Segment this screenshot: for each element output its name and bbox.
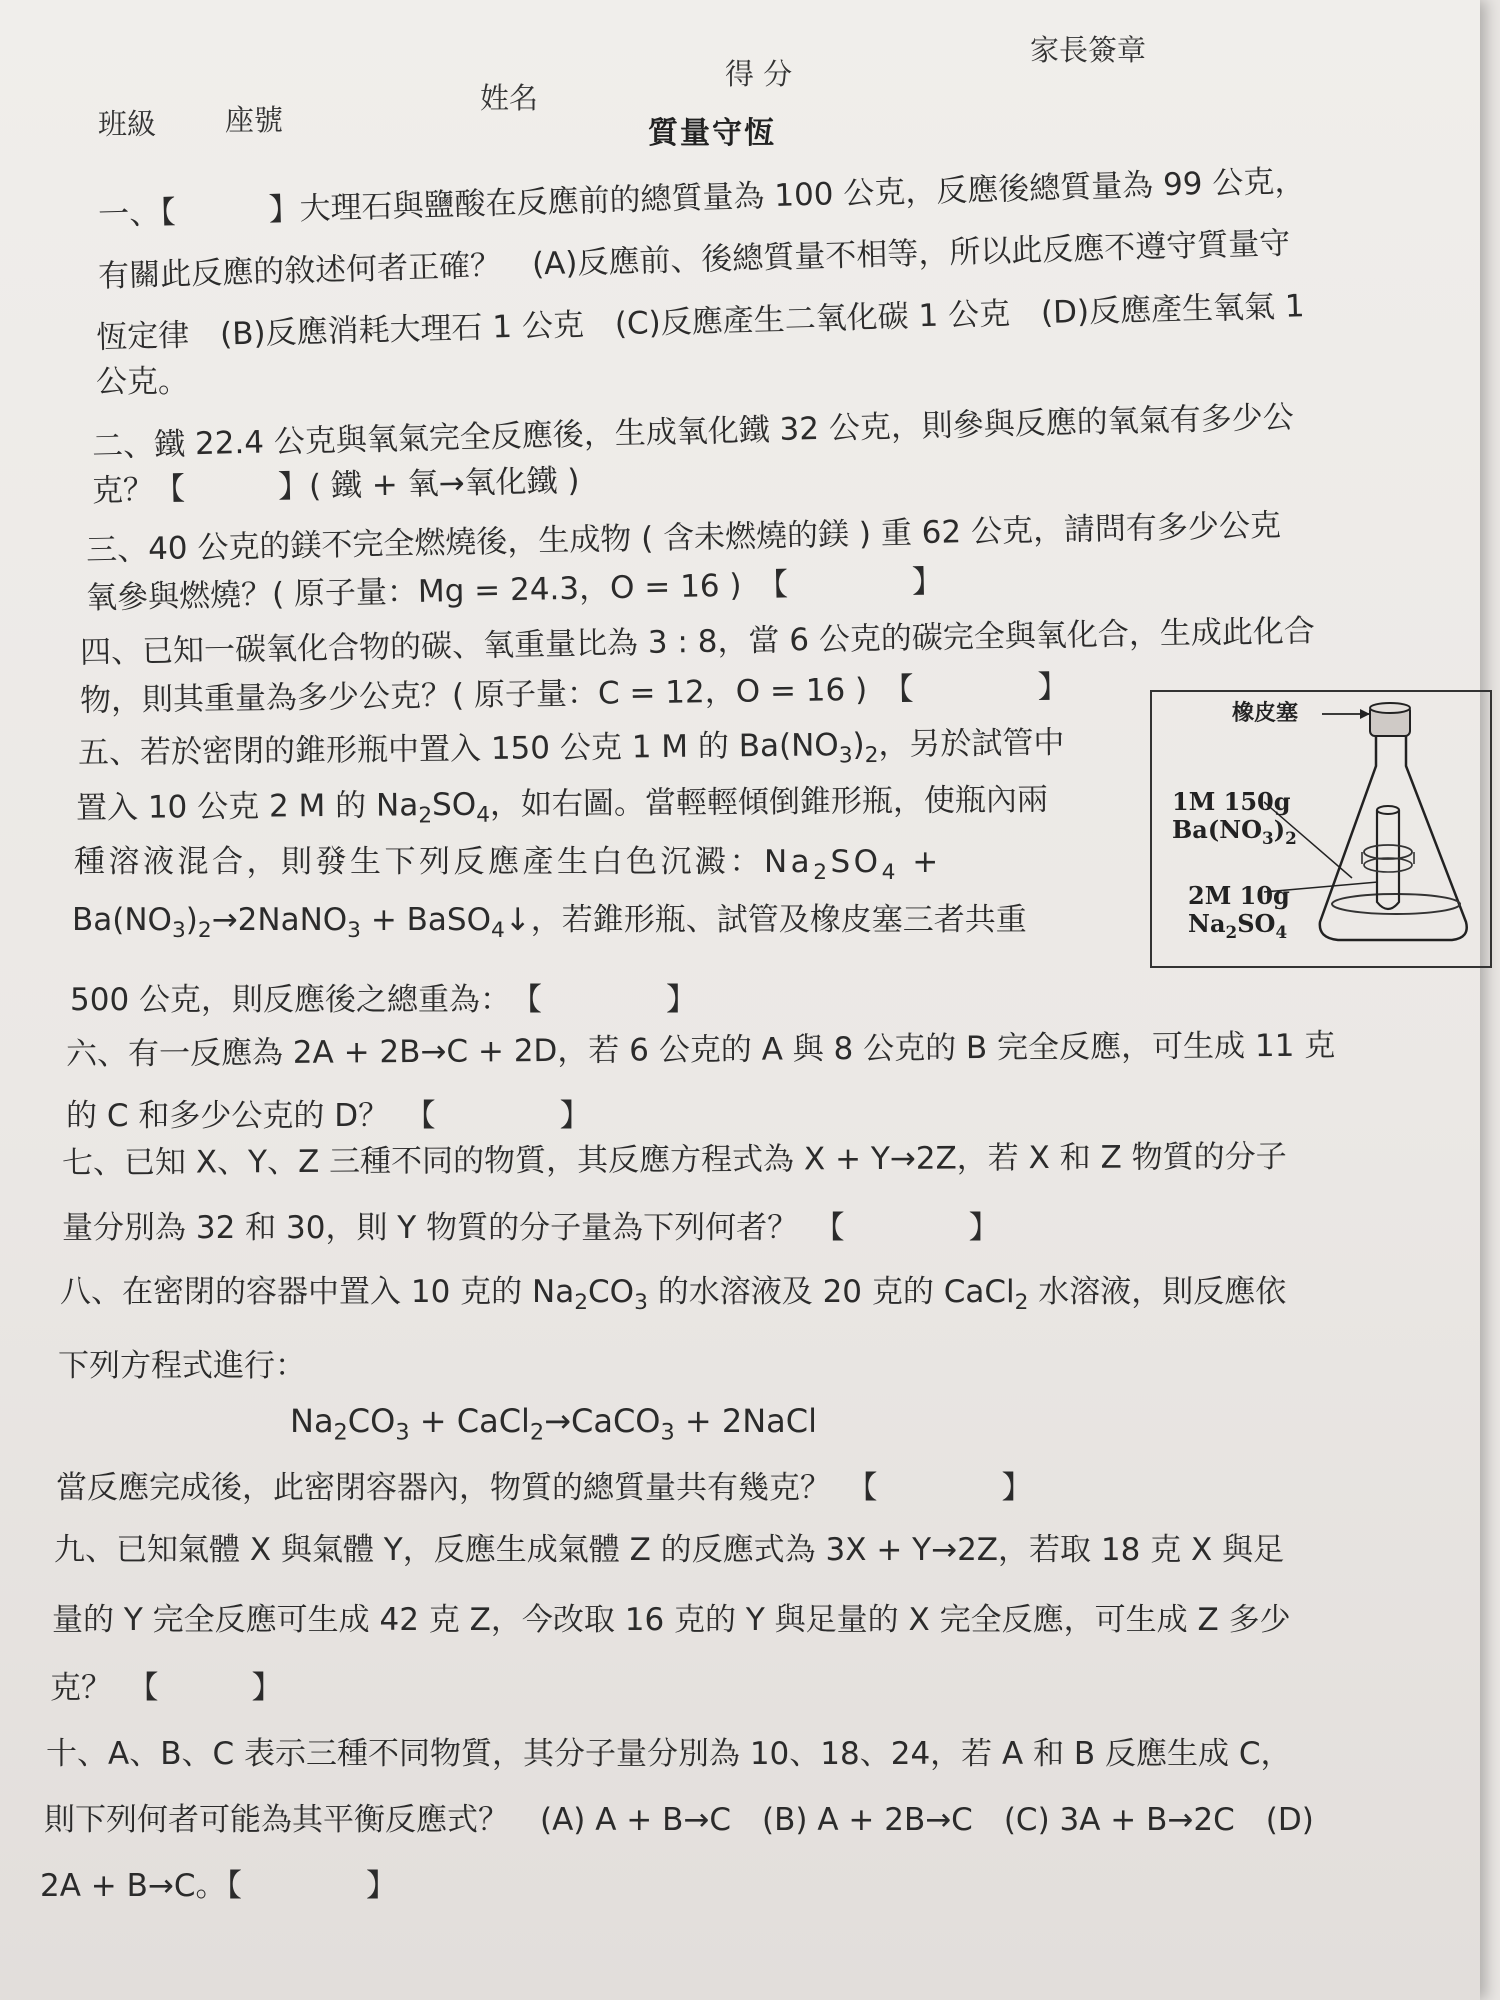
question-3-line-1: 三、40 公克的鎂不完全燃燒後，生成物 ( 含未燃燒的鎂 ) 重 62 公克，請問有多少公克 <box>85 507 1282 569</box>
stopper-label: 橡皮塞 <box>1232 701 1299 726</box>
question-8-line-2: 下列方程式進行： <box>58 1348 306 1384</box>
question-7-line-1: 七、已知 X、Y、Z 三種不同的物質，其反應方程式為 X + Y→2Z，若 X 和 Z 物質的分子 <box>61 1138 1287 1182</box>
question-1-line-1: 一、【 】大理石與鹽酸在反應前的總質量為 100 公克，反應後總質量為 99 公克， <box>97 163 1306 233</box>
question-5-line-1: 五、若於密閉的錐形瓶中置入 150 公克 1 M 的 $Ba(NO_3)_2$，另於試管中 <box>77 724 1065 772</box>
question-8-equation: $Na_2CO_3$ + CaCl$_2$→CaCO$_3$ + 2NaCl <box>290 1402 818 1446</box>
question-8-line-3: 當反應完成後，此密閉容器內，物質的總質量共有幾克？ 【 】 <box>56 1470 1033 1506</box>
tube-solution-label: 2M 10g $Na_2SO_4$ <box>1188 881 1290 942</box>
question-9-line-3: 克？ 【 】 <box>50 1670 283 1706</box>
question-6-line-1: 六、有一反應為 2A + 2B→C + 2D，若 6 公克的 A 與 8 公克的 B 完全反應，可生成 11 克 <box>65 1027 1336 1073</box>
question-4-line-1: 四、已知一碳氧化合物的碳、氧重量比為 3 : 8，當 6 公克的碳完全與氧化合，生成此化合 <box>79 613 1316 671</box>
flask-diagram <box>1150 690 1492 968</box>
class-label: 班級 <box>98 107 157 141</box>
score-label: 得 分 <box>725 57 793 91</box>
parent-signature-label: 家長簽章 <box>1030 33 1147 67</box>
question-5-line-2: 置入 10 公克 2 M 的 $Na_2SO_4$，如右圖。當輕輕傾倒錐形瓶，使瓶內兩 <box>75 781 1049 829</box>
question-5-line-4: $Ba(NO_3)_2\to 2NaNO_3$ + BaSO$_4$↓，若錐形瓶、試管及橡皮塞三者共重 <box>72 902 1027 944</box>
question-1-line-2: 有關此反應的敘述何者正確？ (A)反應前、後總質量不相等，所以此反應不遵守質量守 <box>97 225 1291 295</box>
question-9-line-2: 量的 Y 完全反應可生成 42 克 Z，今改取 16 克的 Y 與足量的 X 完全反應，可生成 Z 多少 <box>52 1602 1291 1638</box>
question-5-line-5: 500 公克，則反應後之總重為： 【 】 <box>70 982 698 1018</box>
question-6-line-2: 的 C 和多少公克的 D？ 【 】 <box>66 1098 591 1134</box>
question-5-line-3: 種溶液混合，則發生下列反應產生白色沉澱：$Na_2SO_4$ + <box>74 844 942 886</box>
question-3-line-2: 氧參與燃燒？( 原子量：Mg = 24.3，O = 16 ) 【 】 <box>85 563 944 617</box>
question-10-line-2: 則下列何者可能為其平衡反應式？ (A) A + B→C (B) A + 2B→C (C) 3A + B→2C (D) <box>44 1802 1314 1838</box>
flask-solution-label: 1M 150g $Ba(NO_3)_2$ <box>1172 787 1297 848</box>
question-10-line-1: 十、A、B、C 表示三種不同物質，其分子量分別為 10、18、24，若 A 和 B 反應生成 C， <box>46 1736 1292 1772</box>
question-10-line-3: 2A + B→C。【 】 <box>40 1868 397 1904</box>
worksheet-title: 質量守恆 <box>648 116 776 151</box>
question-8-line-1: 八、在密閉的容器中置入 10 克的 $Na_2CO_3$ 的水溶液及 20 克的 CaCl$_2$ 水溶液，則反應依 <box>60 1274 1287 1316</box>
question-9-line-1: 九、已知氣體 X 與氣體 Y，反應生成氣體 Z 的反應式為 3X + Y→2Z，若取 18 克 X 與足 <box>54 1532 1285 1568</box>
question-1-line-4: 公克。 <box>96 364 189 400</box>
question-4-line-2: 物，則其重量為多少公克？( 原子量：C = 12，O = 16 ) 【 】 <box>79 669 1069 719</box>
question-2-line-2: 克？【 】( 鐵 + 氧→氧化鐵 ) <box>91 462 580 510</box>
flask-concentration: 1M 150g <box>1172 787 1291 816</box>
question-1-line-3: 恆定律 (B)反應消耗大理石 1 公克 (C)反應產生二氧化碳 1 公克 (D)反應產生氧氣 1 <box>95 288 1306 356</box>
seat-label: 座號 <box>225 103 284 137</box>
question-2-line-1: 二、鐵 22.4 公克與氧氣完全反應後，生成氧化鐵 32 公克，則參與反應的氧氣有多少公 <box>91 399 1295 465</box>
question-7-line-2: 量分別為 32 和 30，則 Y 物質的分子量為下列何者？ 【 】 <box>62 1210 1000 1246</box>
name-label: 姓名 <box>480 81 539 115</box>
tube-concentration: 2M 10g <box>1188 881 1290 910</box>
